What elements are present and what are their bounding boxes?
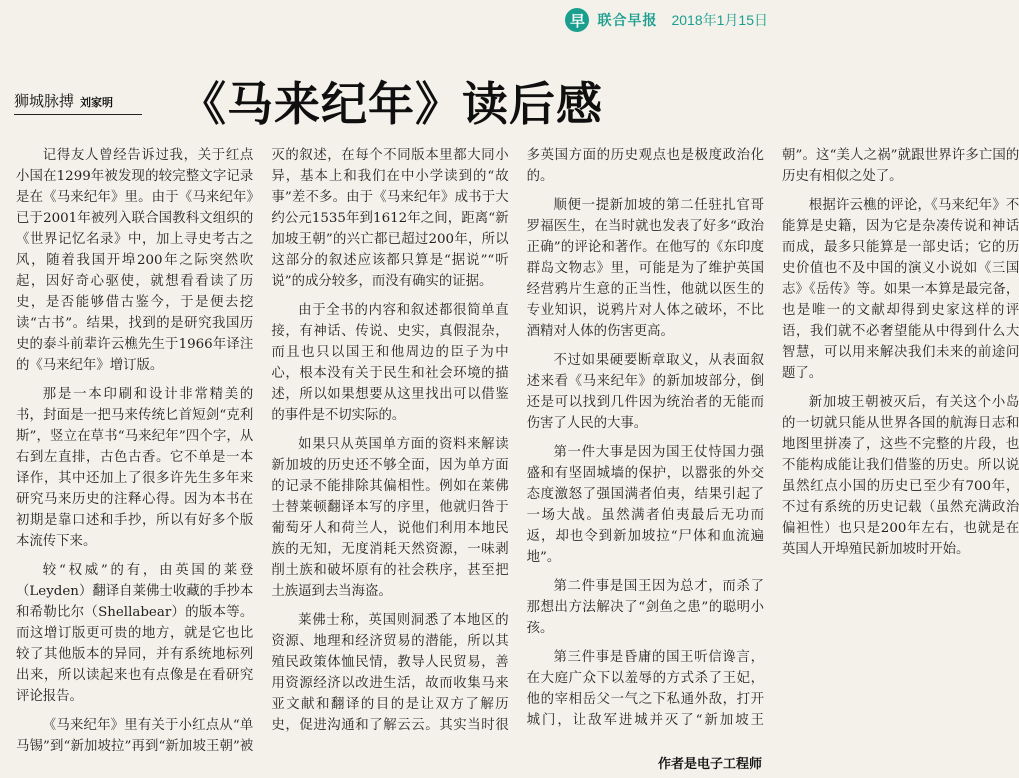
column-name: 狮城脉搏 bbox=[14, 92, 75, 110]
article-paragraph: 顺便一提新加坡的第二任驻扎官哥罗福医生，在当时就也发表了好多“政治正确”的评论和著作。在他写的《东印度群岛文物志》里，可能是为了维护英国经营鸦片生意的正当性，他就以医生的专业知识，说鸦片对人体之破坏，不比酒精对人体的伤害更高。 bbox=[526, 198, 764, 339]
article-paragraph: 如果只从英国单方面的资料来解读新加坡的历史还不够全面，因为单方面的记录不能排除其偏相性。例如在莱佛士替莱顿翻译本写的序里，他就归咎于葡萄牙人和荷兰人，说他们利用本地民族的无知，无度消耗天然资源，一味剥削土族和破坏原有的社会秩序，甚至把土族逼到去当海盗。 bbox=[271, 437, 509, 599]
author-note: 作者是电子工程师 bbox=[657, 757, 762, 772]
article-paragraph: 根据许云樵的评论，《马来纪年》不能算是史籍，因为它是杂凑传说和神话而成，最多只能算是一部史话；它的历史价值也不及中国的演义小说如《三国志》《岳传》等。如果一本算是最完备，也是唯一的文献却得到史家这样的评语，我们就不必奢望能从中得到什么大智慧，可以用来解决我们未来的前途问题了。 bbox=[781, 198, 1019, 381]
newspaper-logo-icon: 早 bbox=[565, 8, 589, 32]
article-paragraph: 莱佛士称，英国则洞悉了本地区的资源、地理和经济贸易的潜能，所以其殖民政策体恤民情，教导人民贸易，善用资源经济以改进生活，故而收集马来亚文献和翻译的目的是让双方了解历史，促进沟通和了解云云。其实当时很多英国方面的历史观点也是极度政治化的。 bbox=[271, 148, 764, 733]
article-paragraph: 第二件事是国王因为总才，而杀了那想出方法解决了“剑鱼之患”的聪明小孩。 bbox=[526, 579, 764, 636]
article-paragraph: 由于全书的内容和叙述都很简单直接，有神话、传说、史实，真假混杂，而且也只以国王和他周边的臣子为中心，根本没有关于民生和社会环境的描述，所以如果想要从这里找出可以借鉴的事件是不切实际的。 bbox=[271, 303, 509, 423]
article-paragraph: 不过如果硬要断章取义，从表面叙述来看《马来纪年》的新加坡部分，倒还是可以找到几件因为统治者的无能而伤害了人民的大事。 bbox=[526, 353, 764, 431]
column-tag bbox=[14, 90, 113, 111]
article-body bbox=[16, 145, 1019, 765]
article-paragraph: 新加坡王朝被灭后，有关这个小岛的一切就只能从世界各国的航海日志和地图里拼凑了，这些不完整的片段，也不能构成能让我们借鉴的历史。所以说虽然红点小国的历史已至少有700年，不过有系统的历史记载（虽然充满政治偏袒性）也只是200年左右，也就是在英国人开埠殖民新加坡时开始。 bbox=[781, 395, 1019, 557]
column-tag-divider bbox=[14, 114, 142, 115]
newspaper-name: 联合早报 bbox=[597, 13, 658, 29]
column-author: 刘家明 bbox=[80, 96, 114, 109]
newspaper-masthead bbox=[565, 6, 768, 34]
article-paragraph: 《马来纪年》里有关于小红点从“单马锡”到“新加坡拉”再到“新加坡王朝”被灭的叙述，在每个不同版本里都大同小异，基本上和我们在中小学读到的“故事”差不多。由于《马来纪年》成书于大约公元1535年到1612年之间，距离“新加坡王朝”的兴亡都已超过200年，所以这部分的叙述应该都只算是“据说”“听说”的成分较多，而没有确实的证据。 bbox=[16, 148, 509, 754]
article-paragraph: 较“权威”的有，由英国的莱登（Leyden）翻译自莱佛士收藏的手抄本和希勒比尔（Shellabear）的版本等。而这增订版更可贵的地方，就是它也比较了其他版本的异同，并有系统地标列出来，所以读起来也有点像是在看研究评论报告。 bbox=[16, 563, 254, 704]
article-headline: 《马来纪年》读后感 bbox=[180, 77, 603, 131]
article-paragraph: 第一件大事是因为国王仗恃国力强盛和有坚固城墙的保护，以嚣张的外交态度激怒了强国满者伯夷，结果引起了一场大战。虽然满者伯夷最后无功而返，却也令到新加坡拉“尸体和血流遍地”。 bbox=[526, 445, 764, 565]
issue-date: 2018年1月15日 bbox=[671, 12, 768, 28]
article-paragraph: 第三件事是昏庸的国王听信谗言，在大庭广众下以羞辱的方式杀了王妃，他的宰相岳父一气之下私通外敌，打开城门，让敌军进城并灭了“新加坡王朝”。这“美人之祸”就跟世界许多亡国的历史有相似之处了。 bbox=[526, 148, 1019, 728]
article-paragraph: 记得友人曾经告诉过我，关于红点小国在1299年被发现的较完整文字记录是在《马来纪年》里。由于《马来纪年》已于2001年被列入联合国教科文组织的《世界记忆名录》中，加上寻史考古之风，随着我国开埠200年之际突然吹起，因好奇心驱使，就想看看读了历史，是否能够借古鉴今，于是便去挖读“古书”。结果，找到的是研究我国历史的泰斗前辈许云樵先生于1966年译注的《马来纪年》增订版。 bbox=[16, 148, 254, 373]
article-paragraph: 那是一本印刷和设计非常精美的书，封面是一把马来传统匕首短剑“克利斯”，竖立在草书“马来纪年”四个字，从右到左直排，古色古香。它不单是一本译作，其中还加上了很多许先生多年来研究马来历史的注释心得。因为本书在初期是靠口述和手抄，所以有好多个版本流传下来。 bbox=[16, 387, 254, 549]
